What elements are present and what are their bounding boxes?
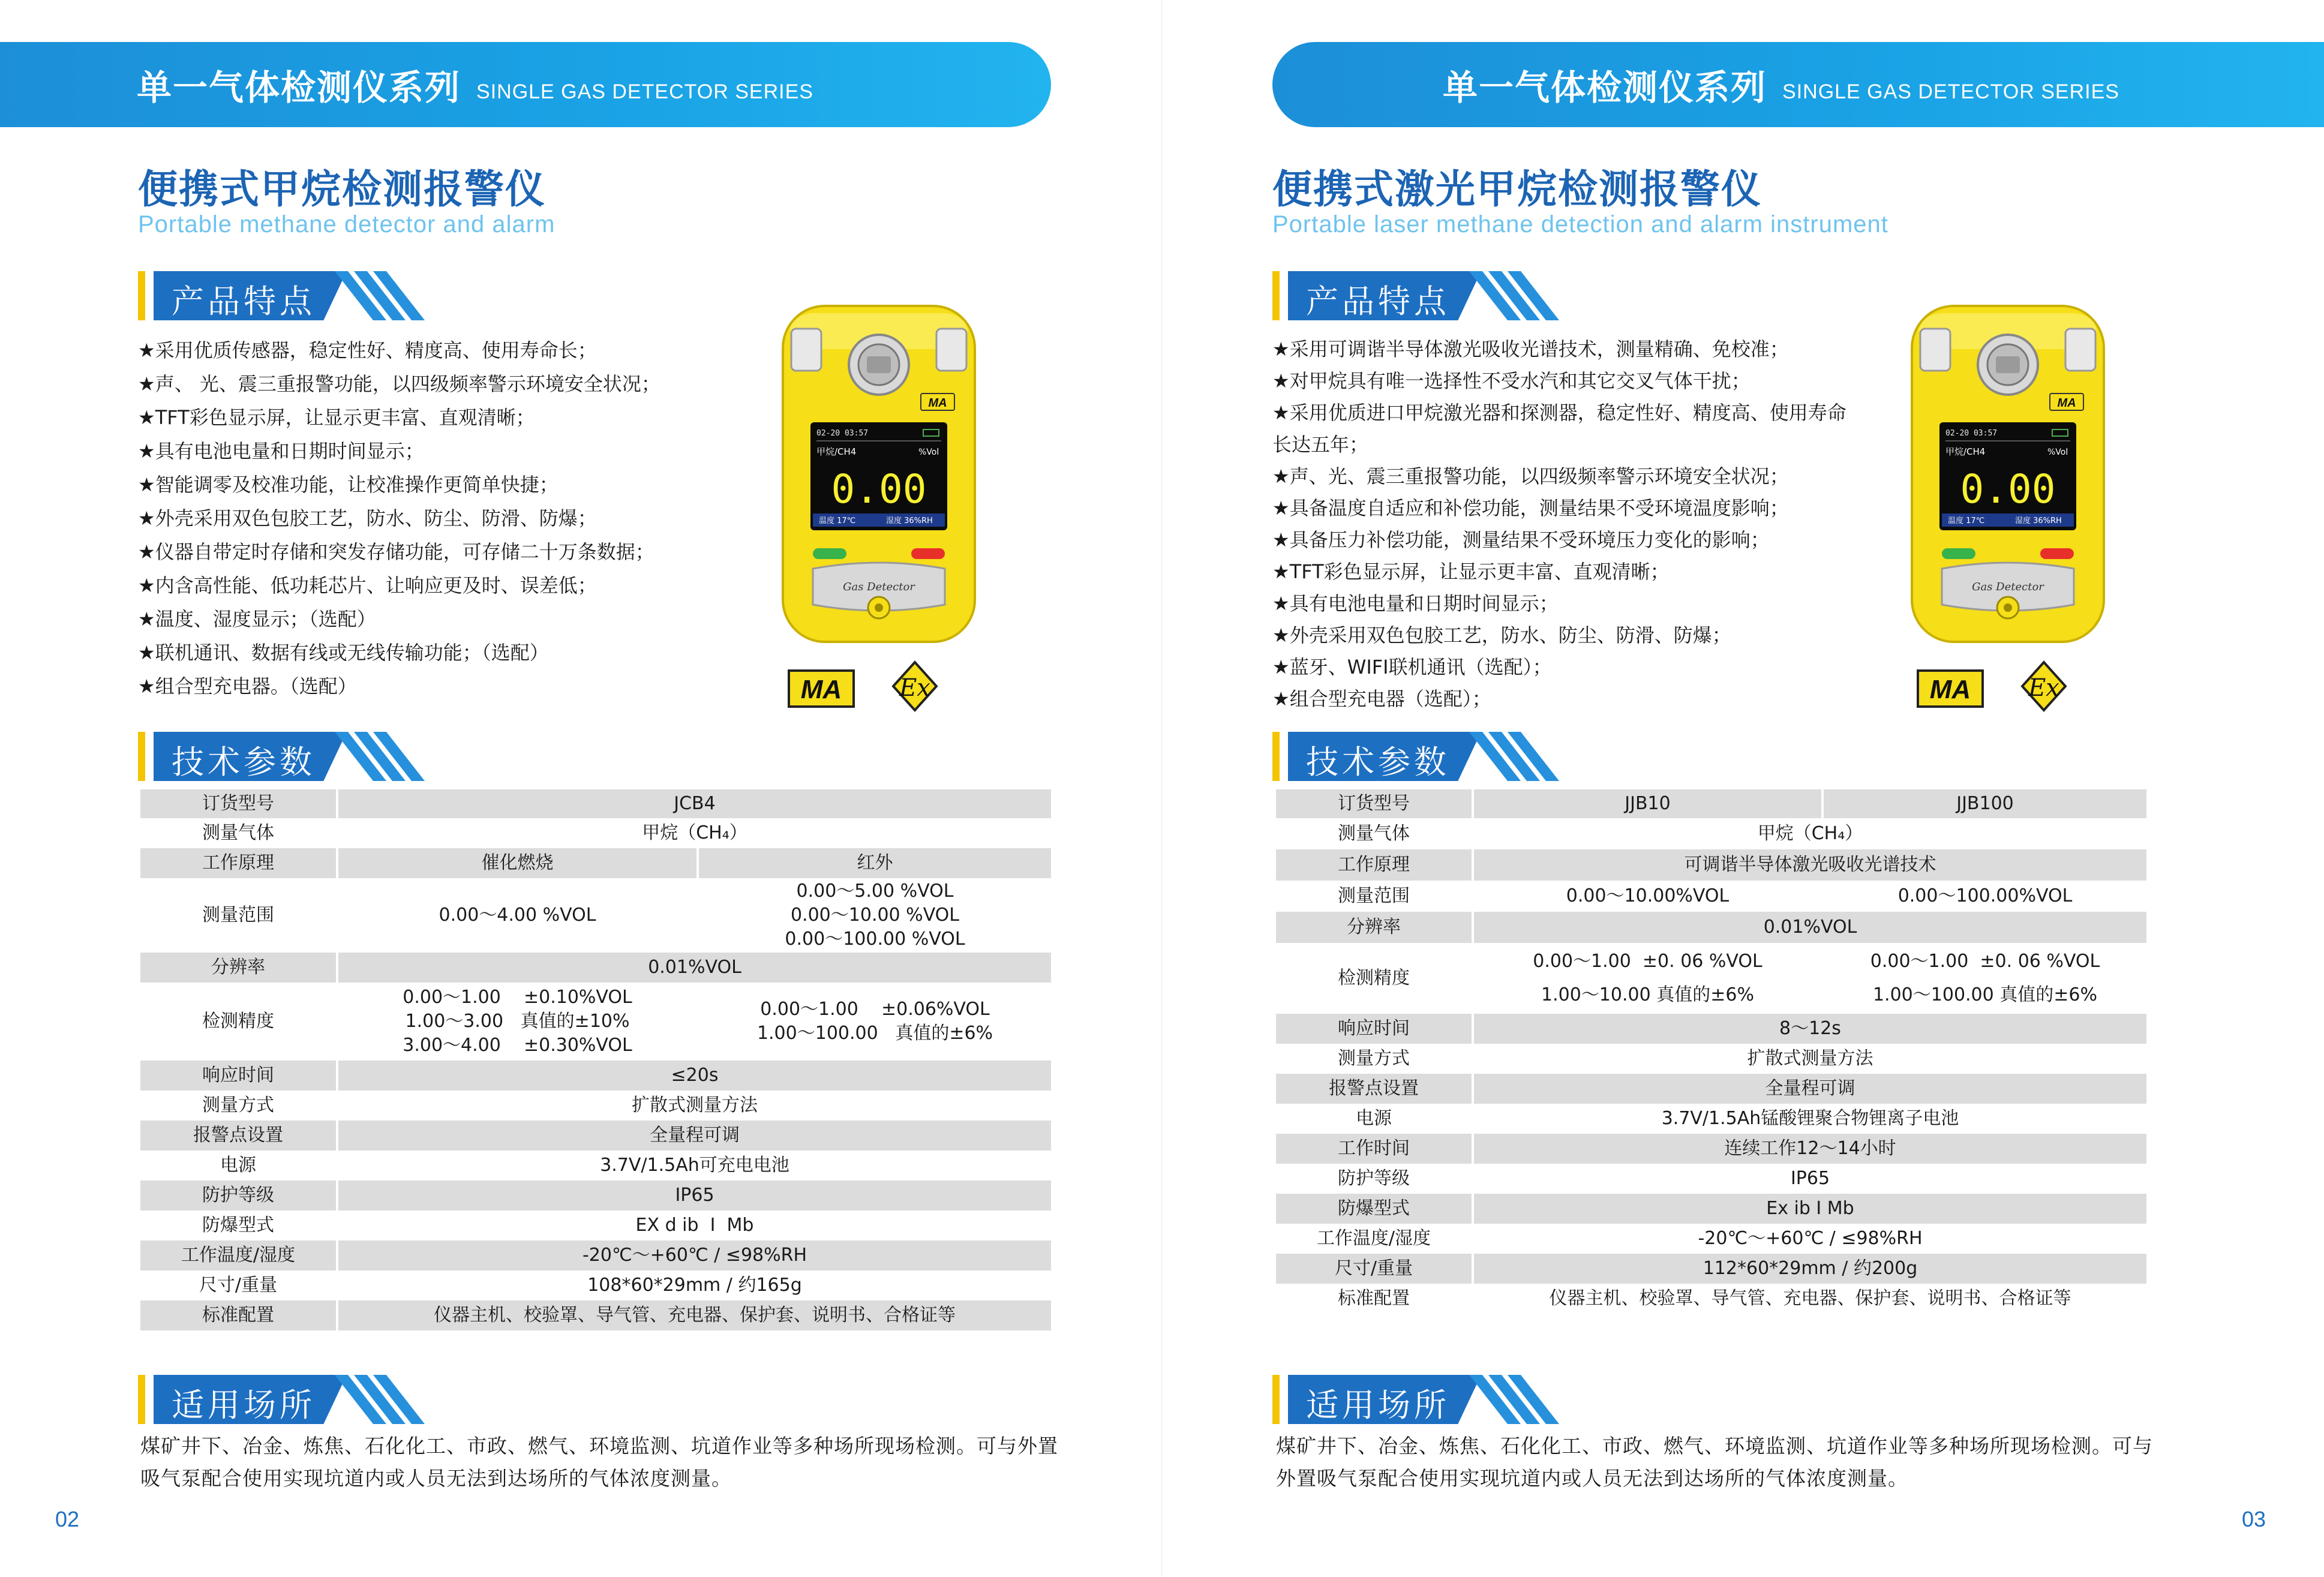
spec-value <box>698 878 1052 953</box>
product-title: 便携式激光甲烷检测报警仪 <box>1272 166 1762 212</box>
feature-item: ★联机通讯、数据有线或无线传输功能；（选配） <box>138 641 549 664</box>
table-row <box>1276 912 2148 943</box>
spec-value: 0.00～10.00%VOL <box>1473 881 1822 912</box>
sensor-core <box>1996 356 2020 373</box>
spec-label: 订货型号 <box>1276 789 1473 818</box>
spec-value <box>1822 943 2148 1014</box>
spec-value: Ex ib I Mb <box>1473 1194 2148 1224</box>
accuracy-line: 0.00～1.00 ±0. 06 %VOL <box>1533 951 1762 972</box>
power-button-core <box>2004 603 2012 612</box>
spec-label: 测量范围 <box>140 878 337 953</box>
spec-value: 连续工作12～14小时 <box>1473 1134 2148 1164</box>
spec-value: 仪器主机、校验罩、导气管、充电器、保护套、说明书、合格证等 <box>337 1300 1052 1330</box>
series-banner <box>0 42 1051 127</box>
table-row <box>1276 881 2148 912</box>
feature-list <box>138 334 738 703</box>
table-row <box>1276 1104 2148 1134</box>
section-marker <box>1272 732 1280 781</box>
table-row <box>140 1181 1052 1210</box>
table-row <box>1276 1134 2148 1164</box>
table-row <box>140 953 1052 983</box>
spec-label: 分辨率 <box>140 953 337 983</box>
screen-hum: 湿度 36%RH <box>886 516 933 525</box>
table-row <box>1276 789 2148 818</box>
table-row <box>140 1121 1052 1151</box>
spec-label: 测量气体 <box>140 818 337 848</box>
table-row <box>1276 943 2148 1014</box>
feature-list <box>1272 334 1848 715</box>
range-line: 0.00～10.00 %VOL <box>790 905 960 926</box>
screen-unit: %Vol <box>2047 447 2068 457</box>
range-line: 0.00～100.00 %VOL <box>785 929 965 950</box>
feature-item: ★仪器自带定时存储和突发存储功能，可存储二十万条数据； <box>138 540 654 563</box>
spec-value: 可调谐半导体激光吸收光谱技术 <box>1473 849 2148 881</box>
section-header-specs <box>138 732 408 781</box>
table-row <box>140 1270 1052 1300</box>
feature-item: ★蓝牙、WIFI联机通讯（选配）； <box>1272 656 1552 678</box>
section-header-features <box>138 271 408 320</box>
spec-label: 标准配置 <box>1276 1284 1473 1314</box>
screen-hum: 湿度 36%RH <box>2015 516 2062 525</box>
screen-value: 0.00 <box>1960 466 2056 512</box>
feature-item: ★采用可调谐半导体激光吸收光谱技术，测量精确、免校准； <box>1272 338 1789 361</box>
spec-label: 工作时间 <box>1276 1134 1473 1164</box>
spec-label: 工作温度/湿度 <box>140 1240 337 1270</box>
screen-gas: 甲烷/CH4 <box>816 446 857 457</box>
screen-unit: %Vol <box>918 447 939 457</box>
ma-cert-text: MA <box>1929 675 1971 704</box>
table-row <box>140 878 1052 953</box>
spec-value: ≤20s <box>337 1061 1052 1091</box>
spec-value: -20℃～+60℃ / ≤98%RH <box>337 1240 1052 1270</box>
range-line: 0.00～5.00 %VOL <box>796 881 954 902</box>
feature-item: ★对甲烷具有唯一选择性不受水汽和其它交叉气体干扰； <box>1272 370 1750 392</box>
ma-cert-text: MA <box>800 675 842 704</box>
screen-divider <box>816 440 941 441</box>
page-number: 02 <box>55 1507 80 1531</box>
banner-title-cn: 单一气体检测仪系列 <box>1443 67 1767 108</box>
accuracy-line: 3.00～4.00 ±0.30%VOL <box>403 1035 632 1056</box>
sensor-core <box>867 356 891 373</box>
spec-label: 尺寸/重量 <box>1276 1254 1473 1284</box>
alarm-light-right <box>2065 329 2095 371</box>
section-header-features <box>1272 271 1542 320</box>
spec-value: 112*60*29mm / 约200g <box>1473 1254 2148 1284</box>
table-row <box>1276 1014 2148 1044</box>
spec-value: 红外 <box>698 848 1052 878</box>
application-text: 煤矿井下、冶金、炼焦、石化化工、市政、燃气、环境监测、坑道作业等多种场所现场检测。可与外置吸气泵配合使用实现坑道内或人员无法到达场所的气体浓度测量。 <box>140 1434 1058 1490</box>
spec-value: 全量程可调 <box>1473 1074 2148 1104</box>
feature-item: ★采用优质进口甲烷激光器和探测器，稳定性好、精度高、使用寿命长达五年； <box>1272 401 1846 456</box>
spec-label: 检测精度 <box>1276 943 1473 1014</box>
spec-value: 扩散式测量方法 <box>1473 1044 2148 1074</box>
spec-value: 甲烷（CH₄） <box>1473 818 2148 849</box>
gas-detector-image <box>1906 305 2110 713</box>
feature-item: ★内含高性能、低功耗芯片、让响应更及时、误差低； <box>138 574 597 597</box>
screen-time: 02-20 03:57 <box>816 429 869 438</box>
spec-value <box>1473 943 1822 1014</box>
table-row <box>1276 1194 2148 1224</box>
table-row <box>1276 1284 2148 1314</box>
spec-label: 响应时间 <box>140 1061 337 1091</box>
spec-value: JJB10 <box>1473 789 1822 818</box>
section-label: 技术参数 <box>1306 743 1450 781</box>
spec-label: 测量范围 <box>1276 881 1473 912</box>
table-row <box>1276 818 2148 849</box>
feature-item: ★组合型充电器。（选配） <box>138 675 357 698</box>
spec-label: 响应时间 <box>1276 1014 1473 1044</box>
feature-item: ★外壳采用双色包胶工艺，防水、防尘、防滑、防爆； <box>1272 624 1731 647</box>
alarm-light-left <box>791 329 821 371</box>
spec-table <box>1276 789 2149 1314</box>
spec-value <box>337 983 698 1061</box>
spec-label: 测量方式 <box>1276 1044 1473 1074</box>
spec-label: 防爆型式 <box>140 1210 337 1240</box>
banner-title-en: SINGLE GAS DETECTOR SERIES <box>1782 80 2119 103</box>
spec-value: 全量程可调 <box>337 1121 1052 1151</box>
spec-label: 电源 <box>140 1151 337 1181</box>
accuracy-line: 0.00～1.00 ±0. 06 %VOL <box>1870 951 2100 972</box>
page-number: 03 <box>2242 1507 2266 1531</box>
table-row <box>1276 1074 2148 1104</box>
spec-label: 防护等级 <box>140 1181 337 1210</box>
feature-item: ★具有电池电量和日期时间显示； <box>1272 592 1559 615</box>
screen-temp: 温度 17℃ <box>819 516 856 525</box>
feature-item: ★TFT彩色显示屏，让显示更丰富、直观清晰； <box>1272 560 1670 583</box>
banner-title-cn: 单一气体检测仪系列 <box>137 67 461 108</box>
spec-value <box>698 983 1052 1061</box>
spec-value: 催化燃烧 <box>337 848 698 878</box>
feature-item: ★具备温度自适应和补偿功能，测量结果不受环境温度影响； <box>1272 497 1789 519</box>
accuracy-line: 1.00～100.00 真值的±6% <box>1872 984 2098 1005</box>
spec-value: 3.7V/1.5Ah可充电电池 <box>337 1151 1052 1181</box>
table-row <box>140 1300 1052 1330</box>
spec-label: 工作原理 <box>1276 849 1473 881</box>
feature-item: ★TFT彩色显示屏，让显示更丰富、直观清晰； <box>138 406 535 429</box>
table-row <box>140 1151 1052 1181</box>
section-label: 产品特点 <box>172 283 316 320</box>
product-subtitle: Portable laser methane detection and alarm instrument <box>1272 211 1888 238</box>
table-row <box>140 983 1052 1061</box>
section-marker <box>1272 1375 1280 1424</box>
table-row <box>140 1061 1052 1091</box>
spec-value: 甲烷（CH₄） <box>337 818 1052 848</box>
feature-item: ★智能调零及校准功能，让校准操作更简单快捷； <box>138 473 559 496</box>
spec-label: 测量方式 <box>140 1091 337 1121</box>
section-marker <box>138 732 145 781</box>
device-brand: MA <box>2057 396 2076 410</box>
table-row <box>1276 1254 2148 1284</box>
accuracy-line: 0.00～1.00 ±0.10%VOL <box>403 987 632 1008</box>
right-page <box>1162 0 2324 1577</box>
spec-label: 标准配置 <box>140 1300 337 1330</box>
section-label: 适用场所 <box>1306 1386 1450 1424</box>
feature-item: ★外壳采用双色包胶工艺，防水、防尘、防滑、防爆； <box>138 507 597 530</box>
spec-value: JJB100 <box>1822 789 2148 818</box>
section-marker <box>138 1375 145 1424</box>
screen-temp: 温度 17℃ <box>1948 516 1985 525</box>
alarm-light-left <box>1920 329 1950 371</box>
screen-divider <box>1945 440 2070 441</box>
red-button <box>2040 548 2074 559</box>
feature-item: ★声、 光、震三重报警功能，以四级频率警示环境安全状况； <box>138 373 660 395</box>
spec-label: 检测精度 <box>140 983 337 1061</box>
table-row <box>140 1240 1052 1270</box>
spec-label: 报警点设置 <box>1276 1074 1473 1104</box>
spec-value: 仪器主机、校验罩、导气管、充电器、保护套、说明书、合格证等 <box>1473 1284 2148 1314</box>
screen-gas: 甲烷/CH4 <box>1945 446 1986 457</box>
screen-time: 02-20 03:57 <box>1945 429 1998 438</box>
section-marker <box>138 271 145 320</box>
spec-label: 报警点设置 <box>140 1121 337 1151</box>
device-label: Gas Detector <box>843 581 915 593</box>
section-marker <box>1272 271 1280 320</box>
screen-value: 0.00 <box>831 466 927 512</box>
spec-label: 电源 <box>1276 1104 1473 1134</box>
accuracy-line: 1.00～3.00 真值的±10% <box>405 1011 630 1032</box>
spec-value: 108*60*29mm / 约165g <box>337 1270 1052 1300</box>
spec-label: 分辨率 <box>1276 912 1473 943</box>
accuracy-line: 1.00～10.00 真值的±6% <box>1541 984 1754 1005</box>
ex-cert-text: Ex <box>899 674 930 702</box>
section-label: 产品特点 <box>1306 283 1450 320</box>
spec-label: 测量气体 <box>1276 818 1473 849</box>
alarm-light-right <box>936 329 966 371</box>
gas-detector-image <box>777 305 981 713</box>
device-label: Gas Detector <box>1972 581 2044 593</box>
feature-item: ★采用优质传感器，稳定性好、精度高、使用寿命长； <box>138 339 597 362</box>
section-header-applications <box>138 1375 408 1424</box>
table-row <box>140 789 1052 818</box>
spec-label: 工作原理 <box>140 848 337 878</box>
device-brand: MA <box>928 396 947 410</box>
table-row <box>1276 1224 2148 1254</box>
spec-value: 8～12s <box>1473 1014 2148 1044</box>
series-banner <box>1272 42 2324 127</box>
table-row <box>140 1210 1052 1240</box>
spec-value: 扩散式测量方法 <box>337 1091 1052 1121</box>
feature-item: ★组合型充电器（选配）； <box>1272 687 1491 710</box>
section-header-specs <box>1272 732 1542 781</box>
spec-value: IP65 <box>337 1181 1052 1210</box>
product-title: 便携式甲烷检测报警仪 <box>138 166 546 212</box>
spec-table <box>140 789 1053 1330</box>
spec-value: -20℃～+60℃ / ≤98%RH <box>1473 1224 2148 1254</box>
spec-label: 订货型号 <box>140 789 337 818</box>
spec-value: 0.01%VOL <box>1473 912 2148 943</box>
banner-title-en: SINGLE GAS DETECTOR SERIES <box>476 80 813 103</box>
spec-label: 防护等级 <box>1276 1164 1473 1194</box>
table-row <box>1276 849 2148 881</box>
feature-item: ★声、光、震三重报警功能，以四级频率警示环境安全状况； <box>1272 465 1789 488</box>
spec-label: 防爆型式 <box>1276 1194 1473 1224</box>
power-button-core <box>875 603 883 612</box>
ex-cert-text: Ex <box>2028 674 2059 702</box>
green-button <box>813 548 846 559</box>
spec-value: 0.01%VOL <box>337 953 1052 983</box>
table-row <box>1276 1164 2148 1194</box>
table-row <box>140 818 1052 848</box>
spec-value: IP65 <box>1473 1164 2148 1194</box>
spec-value: 0.00～4.00 %VOL <box>337 878 698 953</box>
spec-label: 尺寸/重量 <box>140 1270 337 1300</box>
spec-value: 3.7V/1.5Ah锰酸锂聚合物锂离子电池 <box>1473 1104 2148 1134</box>
spec-value: EX d ib I Mb <box>337 1210 1052 1240</box>
table-row <box>140 1091 1052 1121</box>
feature-item: ★温度、湿度显示；（选配） <box>138 608 376 630</box>
section-label: 技术参数 <box>172 743 316 781</box>
red-button <box>911 548 945 559</box>
section-header-applications <box>1272 1375 1542 1424</box>
table-row <box>1276 1044 2148 1074</box>
spec-value: JCB4 <box>337 789 1052 818</box>
section-label: 适用场所 <box>172 1386 316 1424</box>
accuracy-line: 1.00～100.00 真值的±6% <box>756 1023 993 1044</box>
product-subtitle: Portable methane detector and alarm <box>138 211 556 238</box>
feature-item: ★具有电池电量和日期时间显示； <box>138 440 424 462</box>
green-button <box>1942 548 1975 559</box>
spec-value: 0.00～100.00%VOL <box>1822 881 2148 912</box>
feature-item: ★具备压力补偿功能，测量结果不受环境压力变化的影响； <box>1272 528 1770 551</box>
application-text: 煤矿井下、冶金、炼焦、石化化工、市政、燃气、环境监测、坑道作业等多种场所现场检测。可与外置吸气泵配合使用实现坑道内或人员无法到达场所的气体浓度测量。 <box>1276 1434 2153 1490</box>
table-row <box>140 848 1052 878</box>
spec-label: 工作温度/湿度 <box>1276 1224 1473 1254</box>
accuracy-line: 0.00～1.00 ±0.06%VOL <box>760 999 990 1020</box>
